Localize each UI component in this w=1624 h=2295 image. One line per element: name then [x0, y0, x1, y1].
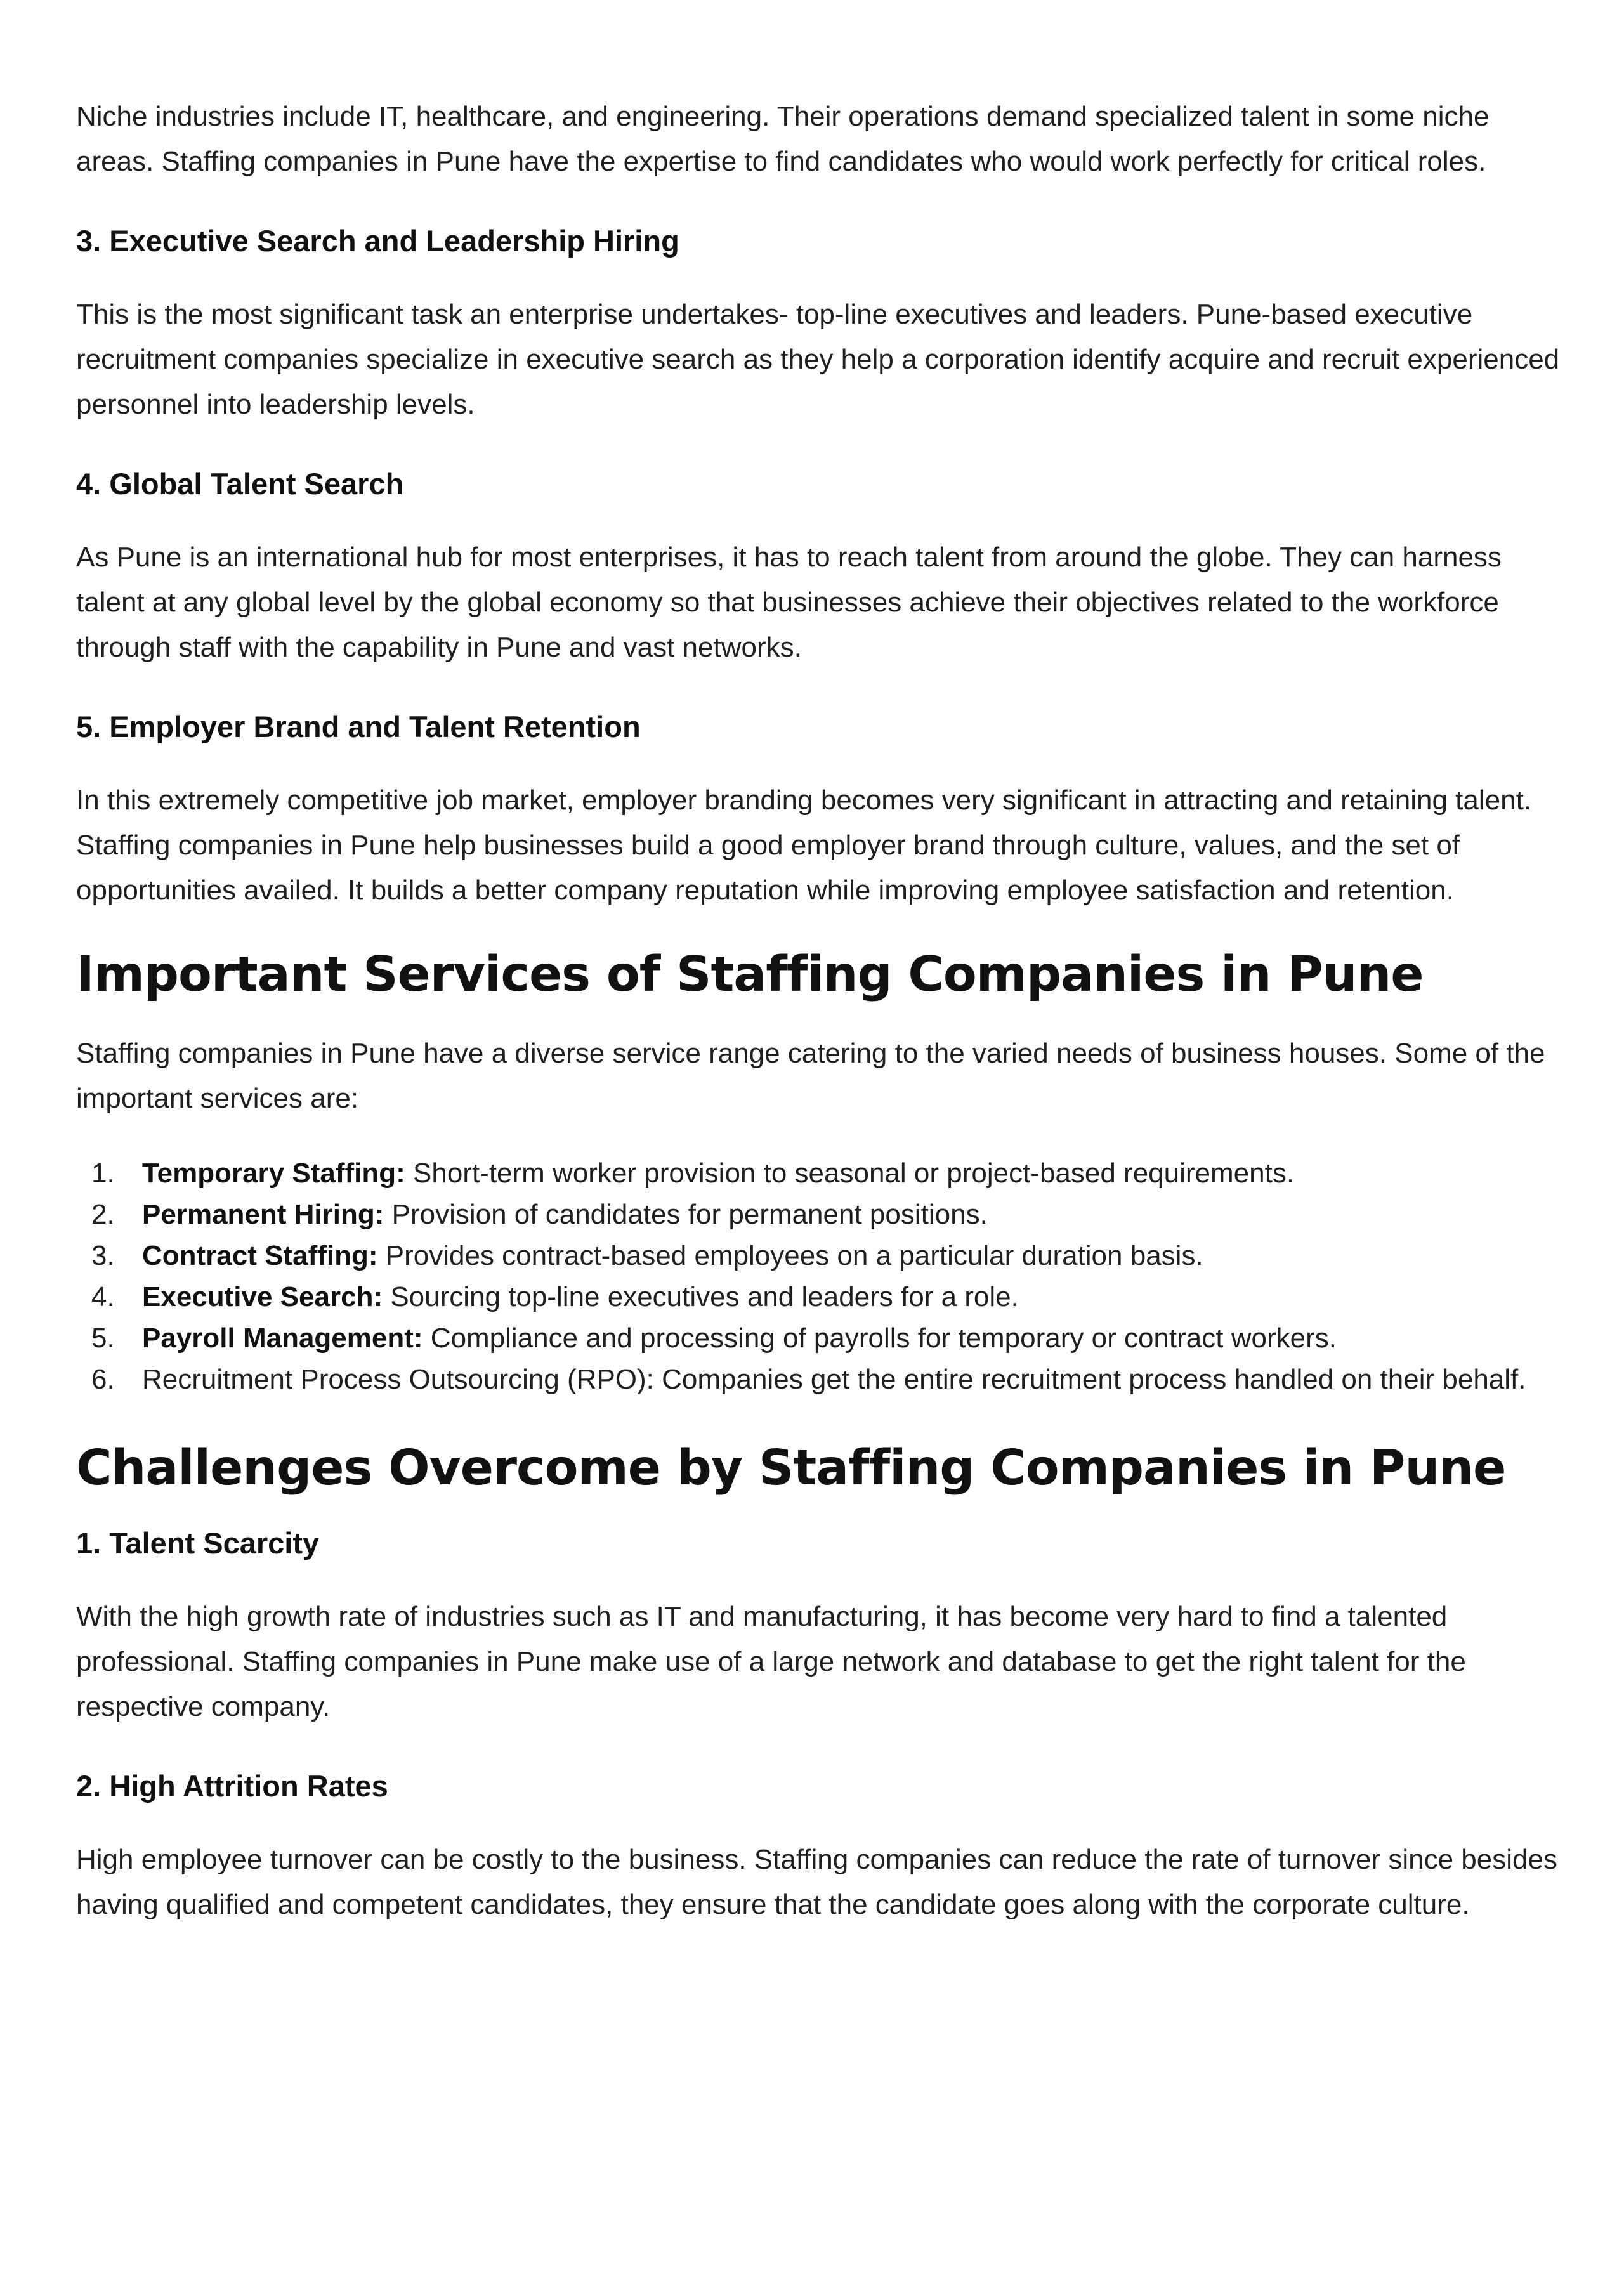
paragraph-employer-brand: In this extremely competitive job market, employer branding becomes very significant in attracting and retaining talent. Staffing companies in Pune help businesses build a good employer brand through culture, values, and the set of opportunities availed. It builds a better company reputation while improving employee satisfaction and retention. [76, 785, 1532, 906]
subheading-executive-search: 3. Executive Search and Leadership Hiring [76, 224, 679, 258]
paragraph-executive-search: This is the most significant task an enterprise undertakes- top-line executives and leaders. Pune-based executive recruitment companies specialize in executive search as they help a corporation identify acquire and recruit experienced personnel into leadership levels. [76, 299, 1560, 420]
list-item-number: 3. [91, 1240, 115, 1271]
paragraph-services-intro: Staffing companies in Pune have a diverse service range catering to the varied needs of business houses. Some of the important services are: [76, 1038, 1545, 1114]
list-item [76, 1318, 1573, 1359]
list-item-text: Provision of candidates for permanent positions. [384, 1199, 988, 1230]
list-item-text: Recruitment Process Outsourcing (RPO): Companies get the entire recruitment process handled on their behalf. [142, 1364, 1526, 1395]
paragraph-high-attrition: High employee turnover can be costly to the business. Staffing companies can reduce the rate of turnover since besides having qualified and competent candidates, they ensure that the candidate goes along with the corporate culture. [76, 1844, 1557, 1920]
section-executive-search [76, 222, 1573, 427]
list-item [76, 1359, 1573, 1400]
list-item-number: 5. [91, 1323, 115, 1354]
section-employer-brand [76, 708, 1573, 913]
intro-paragraph: Niche industries include IT, healthcare, and engineering. Their operations demand specialized talent in some niche areas. Staffing companies in Pune have the expertise to find candidates who would work perfectly for critical roles. [76, 101, 1490, 177]
list-item-text: Short-term worker provision to seasonal or project-based requirements. [405, 1158, 1295, 1189]
list-item-number: 6. [91, 1364, 115, 1395]
list-item [76, 1276, 1573, 1318]
paragraph-global-talent-search: As Pune is an international hub for most enterprises, it has to reach talent from around the globe. They can harness talent at any global level by the global economy so that businesses achieve their objectives related to the workforce through staff with the capability in Pune and vast networks. [76, 542, 1502, 663]
list-item [76, 1153, 1573, 1194]
list-item-term: Payroll Management: [142, 1323, 423, 1354]
subheading-talent-scarcity: 1. Talent Scarcity [76, 1526, 320, 1560]
list-item-text: Provides contract-based employees on a particular duration basis. [377, 1240, 1203, 1271]
list-item-number: 2. [91, 1199, 115, 1230]
list-item-term: Permanent Hiring: [142, 1199, 384, 1230]
list-item-term: Executive Search: [142, 1281, 383, 1312]
paragraph-talent-scarcity: With the high growth rate of industries such as IT and manufacturing, it has become very hard to find a talented professional. Staffing companies in Pune make use of a large network and database to get the right talent for the respective company. [76, 1601, 1466, 1722]
subheading-high-attrition: 2. High Attrition Rates [76, 1769, 388, 1803]
list-item-text: Sourcing top-line executives and leaders for a role. [383, 1281, 1019, 1312]
services-list [76, 1153, 1573, 1400]
list-item-number: 1. [91, 1158, 115, 1189]
list-item [76, 1194, 1573, 1235]
list-item-term: Contract Staffing: [142, 1240, 378, 1271]
heading-important-services: Important Services of Staffing Companies in Pune [76, 946, 1424, 1003]
section-global-talent-search [76, 465, 1573, 670]
list-item-number: 4. [91, 1281, 115, 1312]
list-item [76, 1235, 1573, 1276]
list-item-term: Temporary Staffing: [142, 1158, 405, 1189]
section-important-services [76, 945, 1573, 1400]
heading-challenges: Challenges Overcome by Staffing Companies in Pune [76, 1440, 1506, 1496]
subheading-global-talent-search: 4. Global Talent Search [76, 467, 404, 500]
document-page [76, 94, 1573, 1927]
section-challenges [76, 1438, 1573, 1927]
subheading-employer-brand: 5. Employer Brand and Talent Retention [76, 710, 641, 743]
list-item-text: Compliance and processing of payrolls for temporary or contract workers. [422, 1323, 1337, 1354]
